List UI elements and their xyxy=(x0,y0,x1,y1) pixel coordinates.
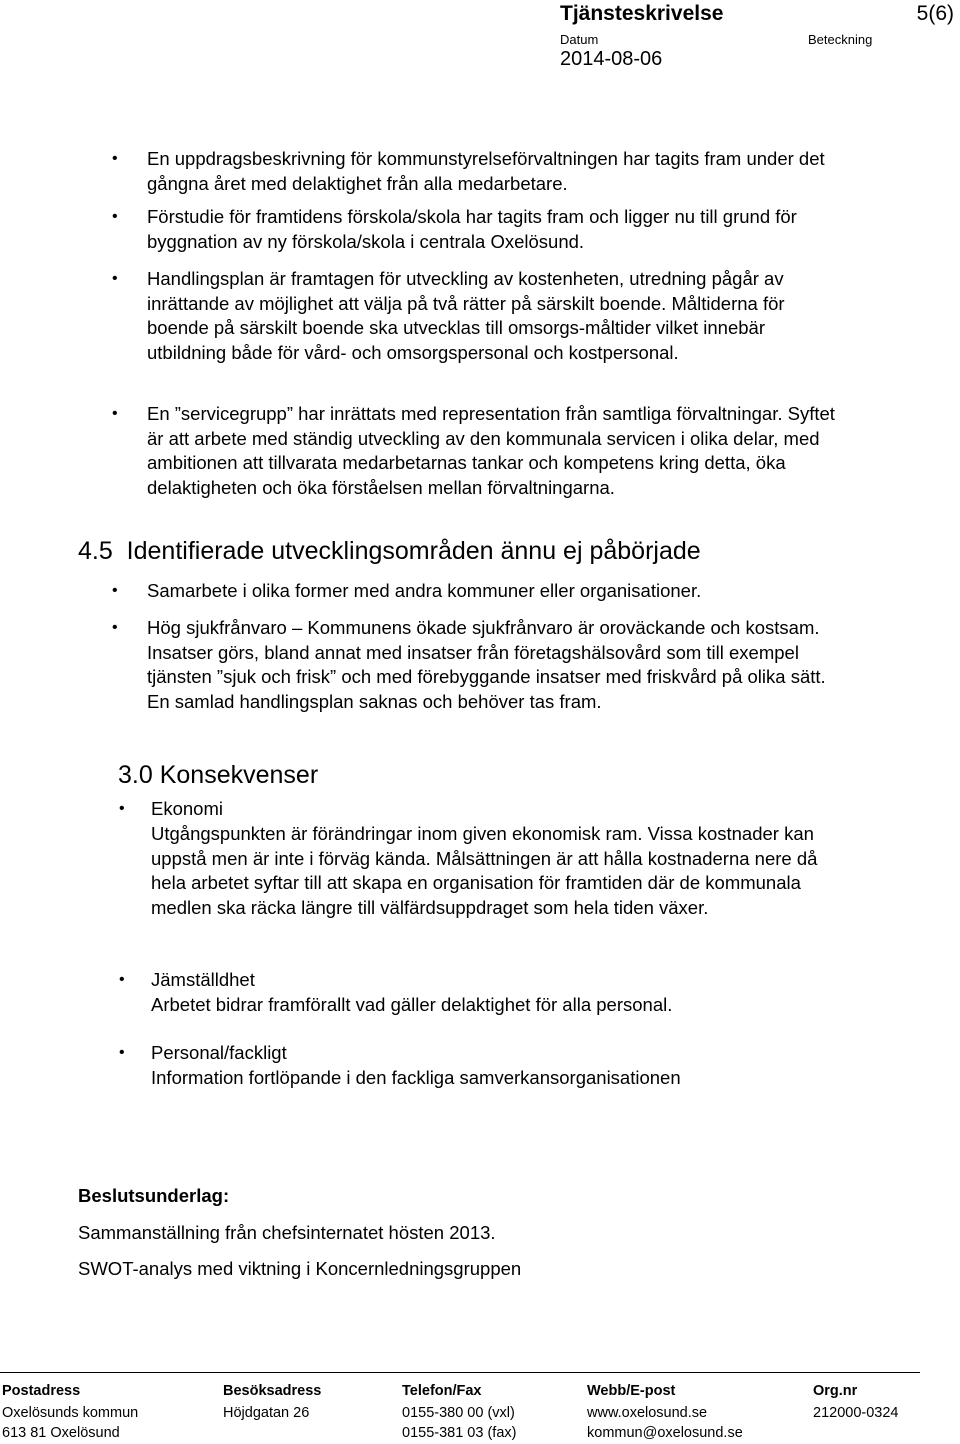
list-item: Samarbete i olika former med andra kommuner eller organisationer. xyxy=(147,580,702,601)
consequence-text: Arbetet bidrar framförallt vad gäller delaktighet för alla personal. xyxy=(151,994,673,1015)
consequence-heading: Personal/fackligt xyxy=(151,1042,287,1063)
document-title: Tjänsteskrivelse xyxy=(560,2,724,25)
bullet-icon: • xyxy=(119,1044,125,1061)
footer-divider xyxy=(0,1372,920,1373)
beslutsunderlag-item: SWOT-analys med viktning i Koncernledningsgruppen xyxy=(78,1258,522,1279)
consequence-text: Information fortlöpande i den fackliga samverkansorganisationen xyxy=(151,1067,681,1088)
footer-telefon-1: 0155-380 00 (vxl) xyxy=(402,1405,515,1421)
section-title: Identifierade utvecklingsområden ännu ej påbörjade xyxy=(126,537,701,565)
footer-postadress-label: Postadress xyxy=(2,1383,81,1399)
bullet-icon: • xyxy=(112,150,118,167)
consequence-heading: Ekonomi xyxy=(151,798,223,819)
document-date: 2014-08-06 xyxy=(560,48,663,70)
list-item: Förstudie för framtidens förskola/skola har tagits fram och ligger nu till grund för byggnation av ny förskola/skola i centrala Oxelösund. xyxy=(147,206,797,252)
section-number: 4.5 xyxy=(78,537,113,565)
consequence-heading: Jämställdhet xyxy=(151,969,255,990)
page-number: 5(6) xyxy=(916,2,954,25)
footer-org-number: 212000-0324 xyxy=(813,1405,899,1421)
list-item: Hög sjukfrånvaro – Kommunens ökade sjukfrånvaro är oroväckande och kostsam. Insatser görs, bland annat med insatser från företagshälsovård som till exempel tjänsten ”sjuk och frisk” och med förebyggande insatser med friskvård på olika sätt. En samlad handlingsplan saknas och behöver tas fram. xyxy=(147,617,826,712)
footer-besok-1: Höjdgatan 26 xyxy=(223,1405,310,1421)
bullet-icon: • xyxy=(112,270,118,287)
footer-webb-label: Webb/E-post xyxy=(587,1383,676,1399)
bullet-icon: • xyxy=(112,208,118,225)
footer-telefon-label: Telefon/Fax xyxy=(402,1383,482,1399)
section-heading-3-0 xyxy=(118,761,318,790)
bullet-icon: • xyxy=(119,800,125,817)
bullet-icon: • xyxy=(119,971,125,988)
section-title: Konsekvenser xyxy=(159,761,319,789)
footer-telefon-2: 0155-381 03 (fax) xyxy=(402,1425,517,1441)
list-item: En ”servicegrupp” har inrättats med representation från samtliga förvaltningar. Syftet är att arbete med ständig utveckling av den kommunala servicen i olika delar, med ambitionen att tillvarata medarbetarnas tankar och kompetens kring detta, öka delaktigheten och öka förståelsen mellan förvaltningarna. xyxy=(147,403,835,498)
footer-email-link[interactable]: kommun@oxelosund.se xyxy=(587,1425,743,1441)
datum-label: Datum xyxy=(560,32,599,47)
beslutsunderlag-item: Sammanställning från chefsinternatet hösten 2013. xyxy=(78,1222,496,1243)
section-heading-4-5 xyxy=(78,537,701,566)
bullet-icon: • xyxy=(112,405,118,422)
footer-postadress-1: Oxelösunds kommun xyxy=(2,1405,139,1421)
section-number: 3.0 xyxy=(118,761,153,789)
footer-postadress-2: 613 81 Oxelösund xyxy=(2,1425,120,1441)
consequence-text: Utgångspunkten är förändringar inom given ekonomisk ram. Vissa kostnader kan uppstå men är inte i förväg kända. Målsättningen är att hålla kostnaderna nere då hela arbetet syftar till att skapa en organisation för framtiden där de kommunala medlen ska räcka längre till välfärdsuppdraget som hela tiden växer. xyxy=(151,823,818,918)
beteckning-label: Beteckning xyxy=(808,32,873,47)
footer-org-label: Org.nr xyxy=(813,1383,858,1399)
footer-webb-link[interactable]: www.oxelosund.se xyxy=(587,1405,708,1421)
bullet-icon: • xyxy=(112,619,118,636)
footer-besok-label: Besöksadress xyxy=(223,1383,322,1399)
beslutsunderlag-heading: Beslutsunderlag: xyxy=(78,1185,230,1206)
list-item: Handlingsplan är framtagen för utveckling av kostenheten, utredning pågår av inrättande av möjlighet att välja på två rätter på särskilt boende. Måltiderna för boende på särskilt boende ska utvecklas till omsorgs-måltider vilket innebär utbildning både för vård- och omsorgspersonal och kostpersonal. xyxy=(147,268,785,363)
bullet-icon: • xyxy=(112,582,118,599)
list-item: En uppdragsbeskrivning för kommunstyrelseförvaltningen har tagits fram under det gångna året med delaktighet från alla medarbetare. xyxy=(147,148,825,194)
